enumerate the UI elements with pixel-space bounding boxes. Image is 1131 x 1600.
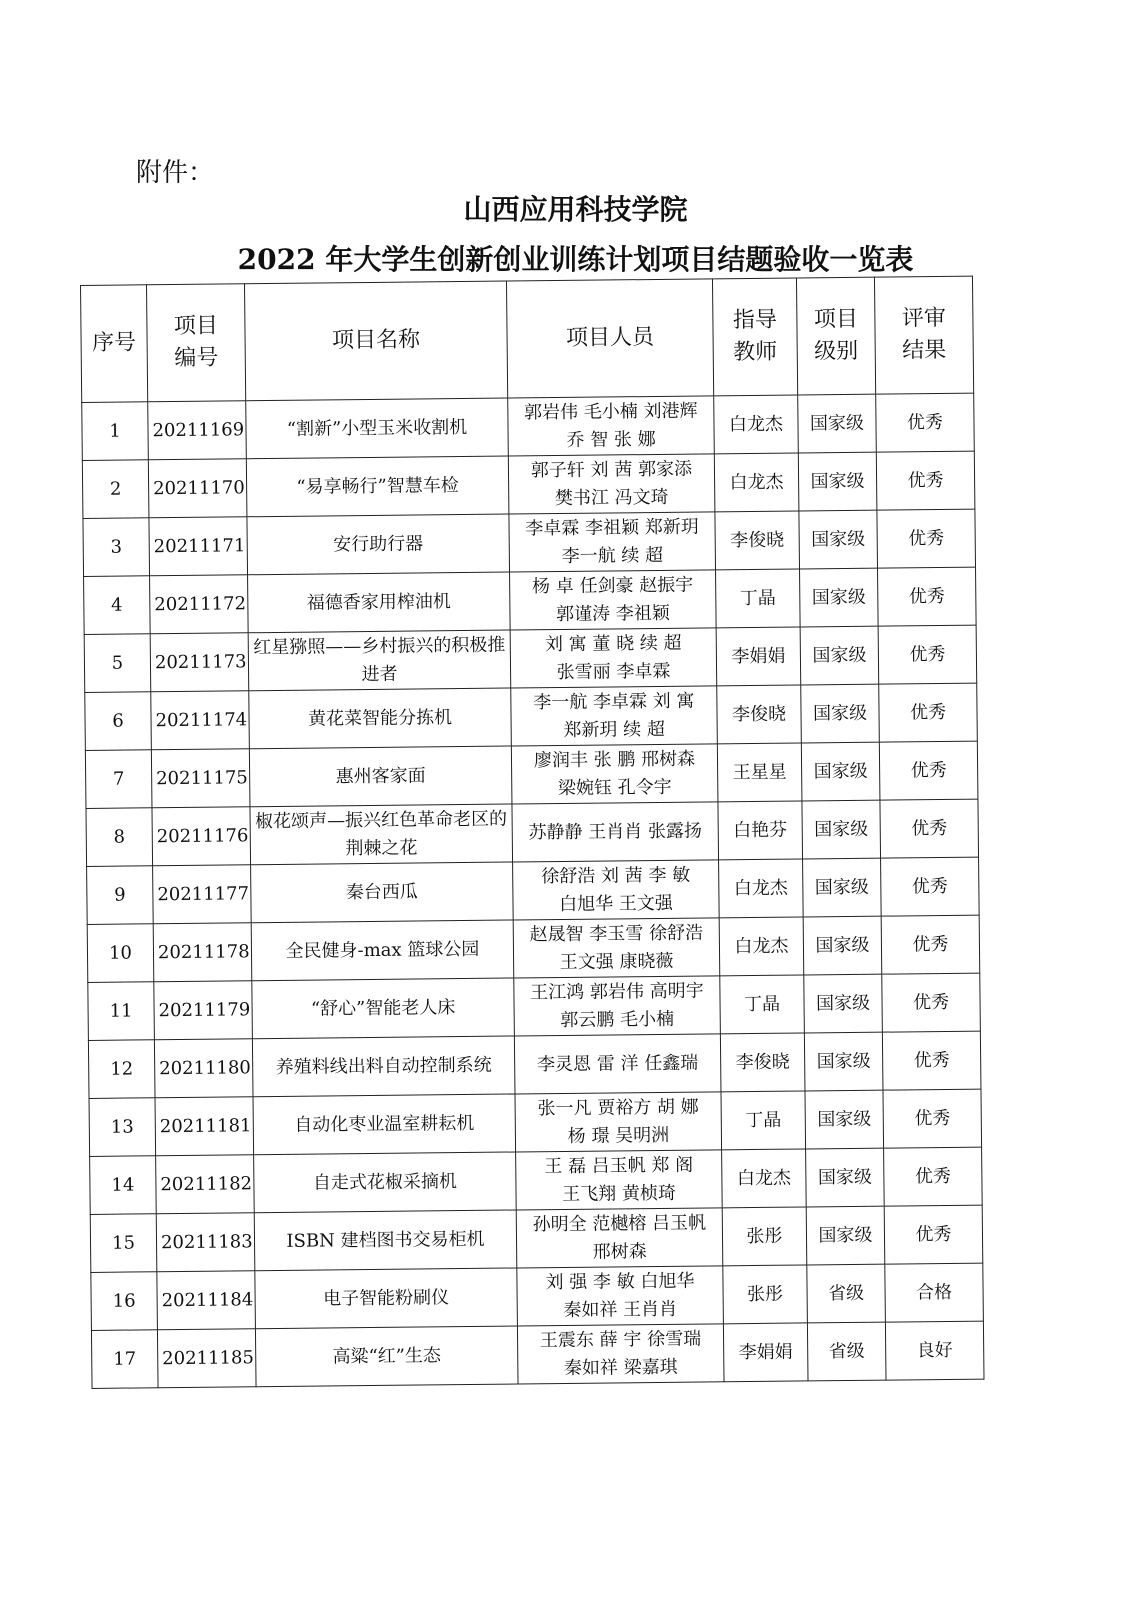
- row-level: 国家级: [800, 626, 879, 685]
- row-advisor: 丁晶: [720, 975, 805, 1034]
- row-level: 省级: [807, 1264, 886, 1323]
- table-row: [91, 1263, 984, 1330]
- row-advisor: 丁晶: [721, 1091, 806, 1150]
- header-text: 结果: [902, 337, 947, 364]
- row-advisor: 白龙杰: [714, 395, 799, 454]
- row-members: [513, 860, 720, 920]
- row-result: 良好: [885, 1321, 984, 1380]
- row-advisor: 李俊晓: [715, 511, 800, 570]
- row-project-name: 安行助行器: [247, 514, 510, 575]
- row-code: 20211173: [150, 633, 249, 692]
- row-result: 优秀: [879, 741, 978, 800]
- row-result: 优秀: [884, 1205, 983, 1264]
- row-level: 国家级: [798, 452, 877, 511]
- row-result: 合格: [885, 1263, 984, 1322]
- member-line: 王文强 康晓薇: [559, 950, 674, 973]
- row-level: 国家级: [802, 800, 881, 859]
- row-advisor: 白龙杰: [714, 453, 799, 512]
- row-members: [517, 1266, 724, 1326]
- row-members: [508, 396, 715, 456]
- row-project-name: 高粱“红”生态: [255, 1326, 518, 1387]
- row-seq: 1: [82, 402, 149, 461]
- row-level: 国家级: [805, 1090, 884, 1149]
- row-seq: 8: [86, 808, 153, 867]
- member-line: 廖润丰 张 鹏 邢树森: [533, 748, 696, 771]
- row-project-name: “舒心”智能老人床: [252, 978, 515, 1039]
- row-result: 优秀: [877, 509, 976, 568]
- table-row: [82, 393, 975, 460]
- row-project-name: 红星猕照——乡村振兴的积极推进者: [248, 630, 511, 691]
- row-advisor: 李娟娟: [723, 1323, 808, 1382]
- member-line: 张雪丽 李卓霖: [556, 660, 671, 683]
- row-seq: 9: [87, 866, 154, 925]
- member-line: 郭谨涛 李祖颖: [555, 602, 670, 625]
- row-code: 20211184: [157, 1271, 256, 1330]
- row-code: 20211179: [154, 981, 253, 1040]
- row-level: 国家级: [803, 916, 882, 975]
- row-result: 优秀: [882, 973, 981, 1032]
- member-line: 孙明全 范樾榕 吕玉帆: [532, 1211, 707, 1235]
- row-seq: 4: [84, 576, 151, 635]
- member-line: 王江鸿 郭岩伟 高明宇: [530, 980, 704, 1003]
- member-line: 李一航 李卓霖 刘 寓: [533, 690, 695, 713]
- row-seq: 15: [90, 1214, 157, 1273]
- table-row: [85, 741, 978, 808]
- member-line: 王飞翔 黄桢琦: [562, 1182, 677, 1205]
- row-seq: 5: [84, 634, 151, 693]
- row-members: [516, 1208, 723, 1268]
- row-result: 优秀: [879, 683, 978, 742]
- page-subtitle: 2022 年大学生创新创业训练计划项目结题验收一览表: [237, 243, 914, 276]
- row-level: 国家级: [800, 568, 879, 627]
- member-line: 秦如祥 梁嘉琪: [563, 1356, 678, 1379]
- table-row: [90, 1205, 983, 1272]
- row-project-name: 福德香家用榨油机: [248, 572, 511, 633]
- row-project-name: 自走式花椒采摘机: [254, 1152, 517, 1213]
- row-project-name: 自动化枣业温室耕耘机: [253, 1094, 516, 1155]
- header-row: [81, 276, 974, 402]
- row-advisor: 李俊晓: [717, 685, 802, 744]
- row-code: 20211178: [153, 923, 252, 982]
- row-advisor: 李俊晓: [720, 1033, 805, 1092]
- row-level: 国家级: [799, 510, 878, 569]
- table-row: [89, 1089, 982, 1156]
- row-seq: 11: [88, 982, 155, 1041]
- row-members: [509, 512, 716, 572]
- row-advisor: 丁晶: [716, 569, 801, 628]
- row-level: 省级: [807, 1322, 886, 1381]
- table-row: [91, 1321, 984, 1388]
- table-row: [84, 567, 977, 634]
- row-level: 国家级: [798, 394, 877, 453]
- member-line: 白旭华 王文强: [559, 892, 673, 915]
- member-line: 刘 寓 董 晓 续 超: [544, 632, 682, 655]
- member-line: 赵晟智 李玉雪 徐舒浩: [529, 922, 704, 945]
- header-code: [147, 284, 246, 402]
- project-table: [80, 276, 985, 1389]
- row-result: 优秀: [878, 625, 977, 684]
- member-line: 郭岩伟 毛小楠 刘港辉: [524, 400, 698, 423]
- row-members: [514, 976, 721, 1036]
- member-line: 郭云鹏 毛小楠: [560, 1008, 675, 1031]
- row-code: 20211171: [149, 517, 248, 576]
- row-members: [510, 628, 717, 688]
- member-line: 秦如祥 王肖肖: [563, 1298, 678, 1321]
- header-members: [506, 279, 713, 398]
- row-seq: 14: [90, 1156, 157, 1215]
- row-advisor: 白艳芬: [718, 801, 803, 860]
- row-project-name: 养殖料线出料自动控制系统: [252, 1036, 515, 1097]
- row-result: 优秀: [882, 1031, 981, 1090]
- page-title: 山西应用科技学院: [463, 193, 688, 226]
- attachment-label: 附件：: [136, 158, 215, 188]
- row-seq: 16: [91, 1272, 158, 1331]
- row-seq: 7: [85, 750, 152, 809]
- row-result: 优秀: [881, 857, 980, 916]
- row-code: 20211174: [151, 691, 250, 750]
- row-code: 20211172: [150, 575, 249, 634]
- row-members: [511, 686, 718, 746]
- row-project-name: 椒花颂声—振兴红色革命老区的荆棘之花: [250, 804, 513, 865]
- row-project-name: 秦台西瓜: [251, 862, 514, 923]
- row-members: [511, 744, 718, 804]
- row-members: [510, 570, 717, 630]
- header-seq: [81, 285, 148, 403]
- header-name: [244, 281, 507, 401]
- header-text: 项目人员: [565, 324, 655, 351]
- row-code: 20211176: [152, 807, 251, 866]
- header-text: 编号: [174, 345, 219, 372]
- row-seq: 2: [82, 460, 149, 519]
- row-level: 国家级: [801, 742, 880, 801]
- member-line: 郭子轩 刘 茜 郭家添: [530, 458, 693, 481]
- row-code: 20211185: [157, 1329, 256, 1388]
- member-line: 张一凡 贾裕方 胡 娜: [537, 1096, 699, 1119]
- row-advisor: 白龙杰: [719, 859, 804, 918]
- member-line: 刘 强 李 敏 白旭华: [545, 1270, 695, 1293]
- row-result: 优秀: [876, 451, 975, 510]
- row-members: [517, 1324, 724, 1384]
- table-row: [88, 973, 981, 1040]
- header-advisor: [712, 278, 797, 396]
- row-members: [515, 1092, 722, 1152]
- row-project-name: 电子智能粉刷仪: [255, 1268, 518, 1329]
- header-text: 级别: [814, 338, 859, 365]
- row-code: 20211182: [156, 1155, 255, 1214]
- row-code: 20211169: [148, 401, 247, 460]
- row-result: 优秀: [884, 1147, 983, 1206]
- row-level: 国家级: [806, 1206, 885, 1265]
- member-line: 王震东 薛 宇 徐雪瑞: [539, 1328, 702, 1351]
- row-level: 国家级: [803, 858, 882, 917]
- row-result: 优秀: [880, 799, 979, 858]
- member-line: 李灵恩 雷 洋 任鑫瑞: [536, 1052, 699, 1075]
- table-row: [87, 857, 980, 924]
- row-seq: 3: [83, 518, 150, 577]
- row-members: [516, 1150, 723, 1210]
- table-row: [90, 1147, 983, 1214]
- row-code: 20211181: [155, 1097, 254, 1156]
- table-row: [84, 625, 977, 692]
- row-members: [514, 1034, 721, 1094]
- row-code: 20211183: [156, 1213, 255, 1272]
- row-result: 优秀: [881, 915, 980, 974]
- header-text: 项目: [173, 313, 219, 340]
- row-seq: 17: [91, 1330, 158, 1389]
- row-project-name: “割新”小型玉米收割机: [246, 398, 509, 459]
- row-seq: 12: [88, 1040, 155, 1099]
- row-seq: 6: [85, 692, 152, 751]
- row-advisor: 白龙杰: [722, 1149, 807, 1208]
- row-seq: 10: [87, 924, 154, 983]
- row-advisor: 白龙杰: [719, 917, 804, 976]
- row-advisor: 王星星: [717, 743, 802, 802]
- row-level: 国家级: [804, 1032, 883, 1091]
- table-row: [86, 799, 979, 866]
- member-line: 李一航 续 超: [561, 544, 664, 567]
- row-project-name: 全民健身-max 篮球公园: [251, 920, 514, 981]
- table-row: [83, 509, 976, 576]
- header-text: 教师: [733, 339, 778, 366]
- row-project-name: ISBN 建档图书交易柜机: [254, 1210, 517, 1271]
- row-level: 国家级: [804, 974, 883, 1033]
- row-result: 优秀: [878, 567, 977, 626]
- member-line: 苏静静 王肖肖 张露扬: [528, 820, 703, 843]
- row-code: 20211180: [154, 1039, 253, 1098]
- row-code: 20211170: [148, 459, 247, 518]
- member-line: 梁婉钰 孔令宇: [557, 776, 672, 799]
- row-project-name: 黄花菜智能分拣机: [249, 688, 512, 749]
- row-advisor: 张彤: [722, 1207, 807, 1266]
- member-line: 乔 智 张 娜: [566, 428, 656, 451]
- row-result: 优秀: [876, 393, 975, 452]
- row-code: 20211177: [153, 865, 252, 924]
- member-line: 李卓霖 李祖颖 郑新玥: [525, 516, 699, 539]
- table-row: [87, 915, 980, 982]
- row-advisor: 李娟娟: [716, 627, 801, 686]
- row-members: [513, 918, 720, 978]
- table-row: [88, 1031, 981, 1098]
- row-result: 优秀: [883, 1089, 982, 1148]
- table-row: [82, 451, 975, 518]
- row-project-name: 惠州客家面: [249, 746, 512, 807]
- table-body: [82, 393, 984, 1388]
- row-code: 20211175: [151, 749, 250, 808]
- member-line: 郑新玥 续 超: [563, 718, 666, 741]
- row-advisor: 张彤: [723, 1265, 808, 1324]
- row-level: 国家级: [801, 684, 880, 743]
- row-level: 国家级: [806, 1148, 885, 1207]
- header-result: [874, 276, 973, 394]
- header-level: [796, 277, 875, 395]
- row-seq: 13: [89, 1098, 156, 1157]
- row-project-name: “易享畅行”智慧车检: [246, 456, 509, 517]
- header-text: 项目名称: [331, 327, 421, 354]
- member-line: 杨 璟 吴明洲: [567, 1124, 670, 1147]
- header-text: 评审: [901, 305, 947, 332]
- header-text: 指导: [732, 307, 778, 334]
- member-line: 徐舒浩 刘 茜 李 敏: [541, 864, 691, 887]
- member-line: 王 磊 吕玉帆 郑 阁: [544, 1154, 694, 1177]
- row-members: [508, 454, 715, 514]
- header-text: 项目: [813, 306, 859, 333]
- member-line: 邢树森: [592, 1240, 647, 1263]
- row-members: [512, 802, 719, 862]
- table-row: [85, 683, 978, 750]
- member-line: 杨 卓 任剑豪 赵振宇: [531, 574, 694, 597]
- member-line: 樊书江 冯文琦: [554, 486, 669, 509]
- header-text: 序号: [91, 330, 137, 356]
